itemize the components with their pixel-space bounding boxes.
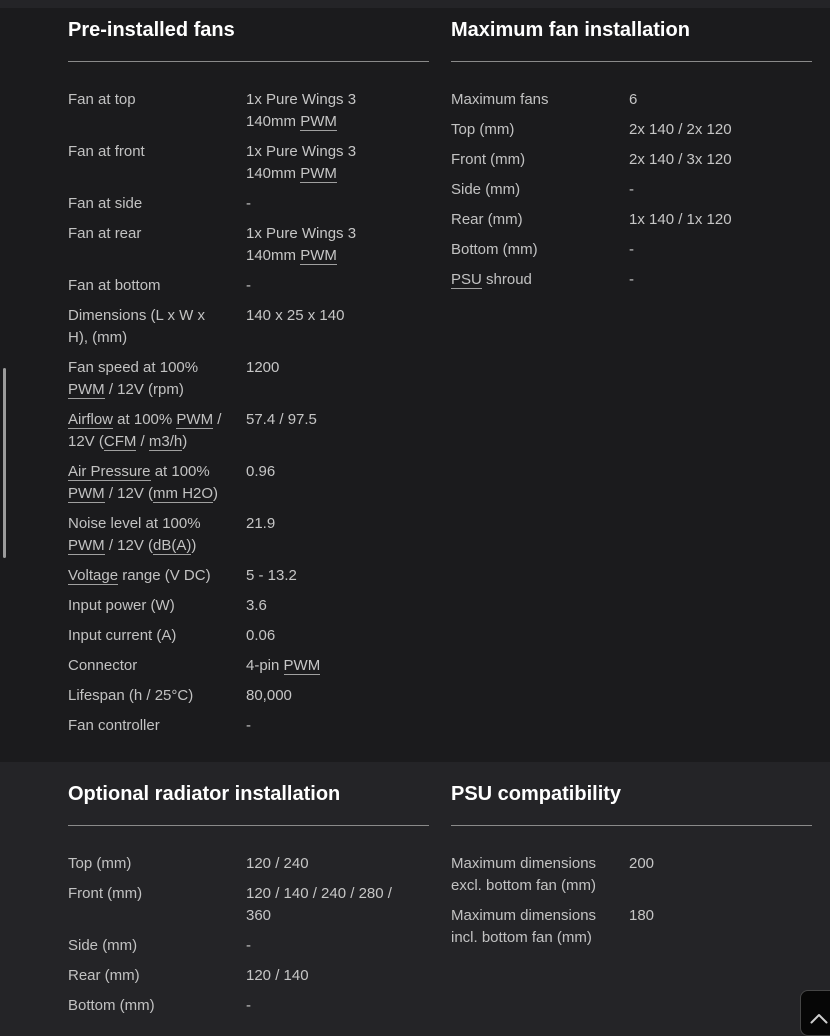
spec-row (68, 565, 429, 587)
spec-label: Top (mm) (451, 121, 515, 138)
spec-value: - (246, 195, 251, 212)
spec-row (68, 461, 429, 505)
spec-value: 3.6 (246, 597, 267, 614)
spec-value: 2x 140 / 2x 120 (629, 121, 732, 138)
spec-row (68, 193, 429, 215)
spec-value: 1x 140 / 1x 120 (629, 211, 732, 228)
spec-row (68, 275, 429, 297)
spec-label: Front (mm) (68, 885, 143, 902)
spec-value: 1200 (246, 359, 280, 376)
glossary-term[interactable]: PWM (68, 537, 105, 554)
spec-value: 1x Pure Wings 3 140mm PWM (246, 143, 357, 182)
spec-value: 120 / 140 / 240 / 280 / 360 (246, 885, 392, 924)
spec-label: Airflow at 100% PWM / 12V (CFM / m3/h) (68, 411, 222, 450)
glossary-term[interactable]: dB(A) (153, 537, 192, 554)
glossary-term[interactable]: PWM (68, 381, 105, 398)
spec-label: Bottom (mm) (68, 997, 155, 1014)
spec-label: Fan controller (68, 717, 160, 734)
spec-value: - (246, 717, 251, 734)
spec-value: 120 / 240 (246, 855, 309, 872)
spec-row (68, 223, 429, 267)
glossary-term[interactable]: m3/h (148, 433, 183, 450)
spec-row (68, 513, 429, 557)
section-title: Maximum fan installation (451, 19, 690, 41)
spec-row (68, 595, 429, 617)
spec-row (451, 209, 812, 231)
spec-rows (451, 853, 812, 949)
spec-row (68, 935, 429, 957)
spec-value: 6 (629, 91, 638, 108)
section-divider (68, 825, 429, 826)
spec-row (451, 179, 812, 201)
spec-row (451, 269, 812, 291)
spec-row (451, 239, 812, 261)
spec-value: 80,000 (246, 687, 292, 704)
section-divider (68, 61, 429, 62)
spec-value: 1x Pure Wings 3 140mm PWM (246, 91, 357, 130)
spec-value: 1x Pure Wings 3 140mm PWM (246, 225, 357, 264)
section-psu-compatibility (451, 782, 812, 1025)
scrollbar-thumb[interactable] (3, 368, 6, 558)
spec-value: 2x 140 / 3x 120 (629, 151, 732, 168)
section-pre-installed-fans (68, 18, 429, 745)
spec-label: Fan at rear (68, 225, 142, 242)
spec-label: Input power (W) (68, 597, 175, 614)
spec-value: 57.4 / 97.5 (246, 411, 317, 428)
spec-label: Dimensions (L x W x H), (mm) (68, 307, 205, 346)
spec-label: Front (mm) (451, 151, 526, 168)
spec-label: Lifespan (h / 25°C) (68, 687, 194, 704)
section-title: PSU compatibility (451, 783, 622, 805)
glossary-term[interactable]: PWM (300, 165, 337, 182)
spec-label: Fan at side (68, 195, 143, 212)
spec-row (451, 853, 812, 897)
glossary-term[interactable]: mm H2O (153, 485, 214, 502)
spec-value: - (246, 937, 251, 954)
spec-row (68, 305, 429, 349)
glossary-term[interactable]: PWM (283, 657, 321, 674)
spec-label: Fan speed at 100% PWM / 12V (rpm) (68, 359, 199, 398)
spec-label: Maximum fans (451, 91, 549, 108)
spec-value: 200 (629, 855, 655, 872)
spec-value: 180 (629, 907, 655, 924)
spec-value: 21.9 (246, 515, 276, 532)
spec-value: 5 - 13.2 (246, 567, 297, 584)
spec-label: Noise level at 100% PWM / 12V (dB(A)) (68, 515, 201, 554)
spec-row (68, 409, 429, 453)
glossary-term[interactable]: PWM (300, 247, 337, 264)
glossary-term[interactable]: CFM (103, 433, 137, 450)
bottom-columns (0, 762, 830, 1025)
spec-value: - (246, 997, 251, 1014)
specs-top-card (0, 8, 830, 762)
spec-value: - (629, 241, 634, 258)
spec-row (68, 965, 429, 987)
spec-label: Maximum dimensions incl. bottom fan (mm) (451, 907, 597, 946)
section-divider (451, 61, 812, 62)
glossary-term[interactable]: Air Pressure (68, 463, 151, 480)
specs-bottom-section (0, 762, 830, 1024)
spec-value: - (629, 181, 634, 198)
spec-label: Fan at top (68, 91, 136, 108)
spec-label: Side (mm) (451, 181, 521, 198)
spec-label: Fan at bottom (68, 277, 161, 294)
section-divider (451, 825, 812, 826)
spec-label: Side (mm) (68, 937, 138, 954)
spec-row (68, 715, 429, 737)
spec-label: Rear (mm) (68, 967, 140, 984)
spec-label: Fan at front (68, 143, 145, 160)
spec-value: 4-pin PWM (246, 657, 321, 674)
spec-label: Connector (68, 657, 138, 674)
spec-row (68, 995, 429, 1017)
spec-label: Maximum dimensions excl. bottom fan (mm) (451, 855, 597, 894)
glossary-term[interactable]: Voltage (68, 567, 119, 584)
section-title: Optional radiator installation (68, 783, 341, 805)
spec-row (451, 119, 812, 141)
spec-rows (451, 89, 812, 291)
section-title: Pre-installed fans (68, 19, 235, 41)
top-columns (0, 8, 830, 745)
spec-rows (68, 89, 429, 737)
spec-row (451, 149, 812, 171)
spec-row (68, 141, 429, 185)
spec-row (68, 883, 429, 927)
spec-label: Bottom (mm) (451, 241, 538, 258)
spec-value: 0.06 (246, 627, 276, 644)
spec-row (68, 89, 429, 133)
spec-label: Rear (mm) (451, 211, 523, 228)
chevron-up-icon (810, 1013, 828, 1024)
spec-row (451, 89, 812, 111)
section-optional-radiator-installation (68, 782, 429, 1025)
spec-row (68, 625, 429, 647)
spec-label: PSU shroud (451, 271, 532, 288)
section-maximum-fan-installation (451, 18, 812, 745)
spec-value: 0.96 (246, 463, 276, 480)
spec-value: 120 / 140 (246, 967, 309, 984)
spec-rows (68, 853, 429, 1017)
spec-row (68, 685, 429, 707)
spec-row (451, 905, 812, 949)
spec-row (68, 357, 429, 401)
glossary-term[interactable]: PSU (451, 271, 482, 288)
spec-label: Air Pressure at 100% PWM / 12V (mm H2O) (68, 463, 219, 502)
glossary-term[interactable]: PWM (300, 113, 337, 130)
spec-label: Input current (A) (68, 627, 177, 644)
scroll-to-top-button[interactable] (800, 990, 830, 1036)
spec-row (68, 655, 429, 677)
glossary-term[interactable]: PWM (68, 485, 105, 502)
spec-value: - (629, 271, 634, 288)
spec-row (68, 853, 429, 875)
spec-label: Voltage range (V DC) (68, 567, 211, 584)
spec-label: Top (mm) (68, 855, 132, 872)
spec-value: - (246, 277, 251, 294)
spec-value: 140 x 25 x 140 (246, 307, 345, 324)
glossary-term[interactable]: PWM (176, 411, 214, 428)
glossary-term[interactable]: Airflow (68, 411, 114, 428)
